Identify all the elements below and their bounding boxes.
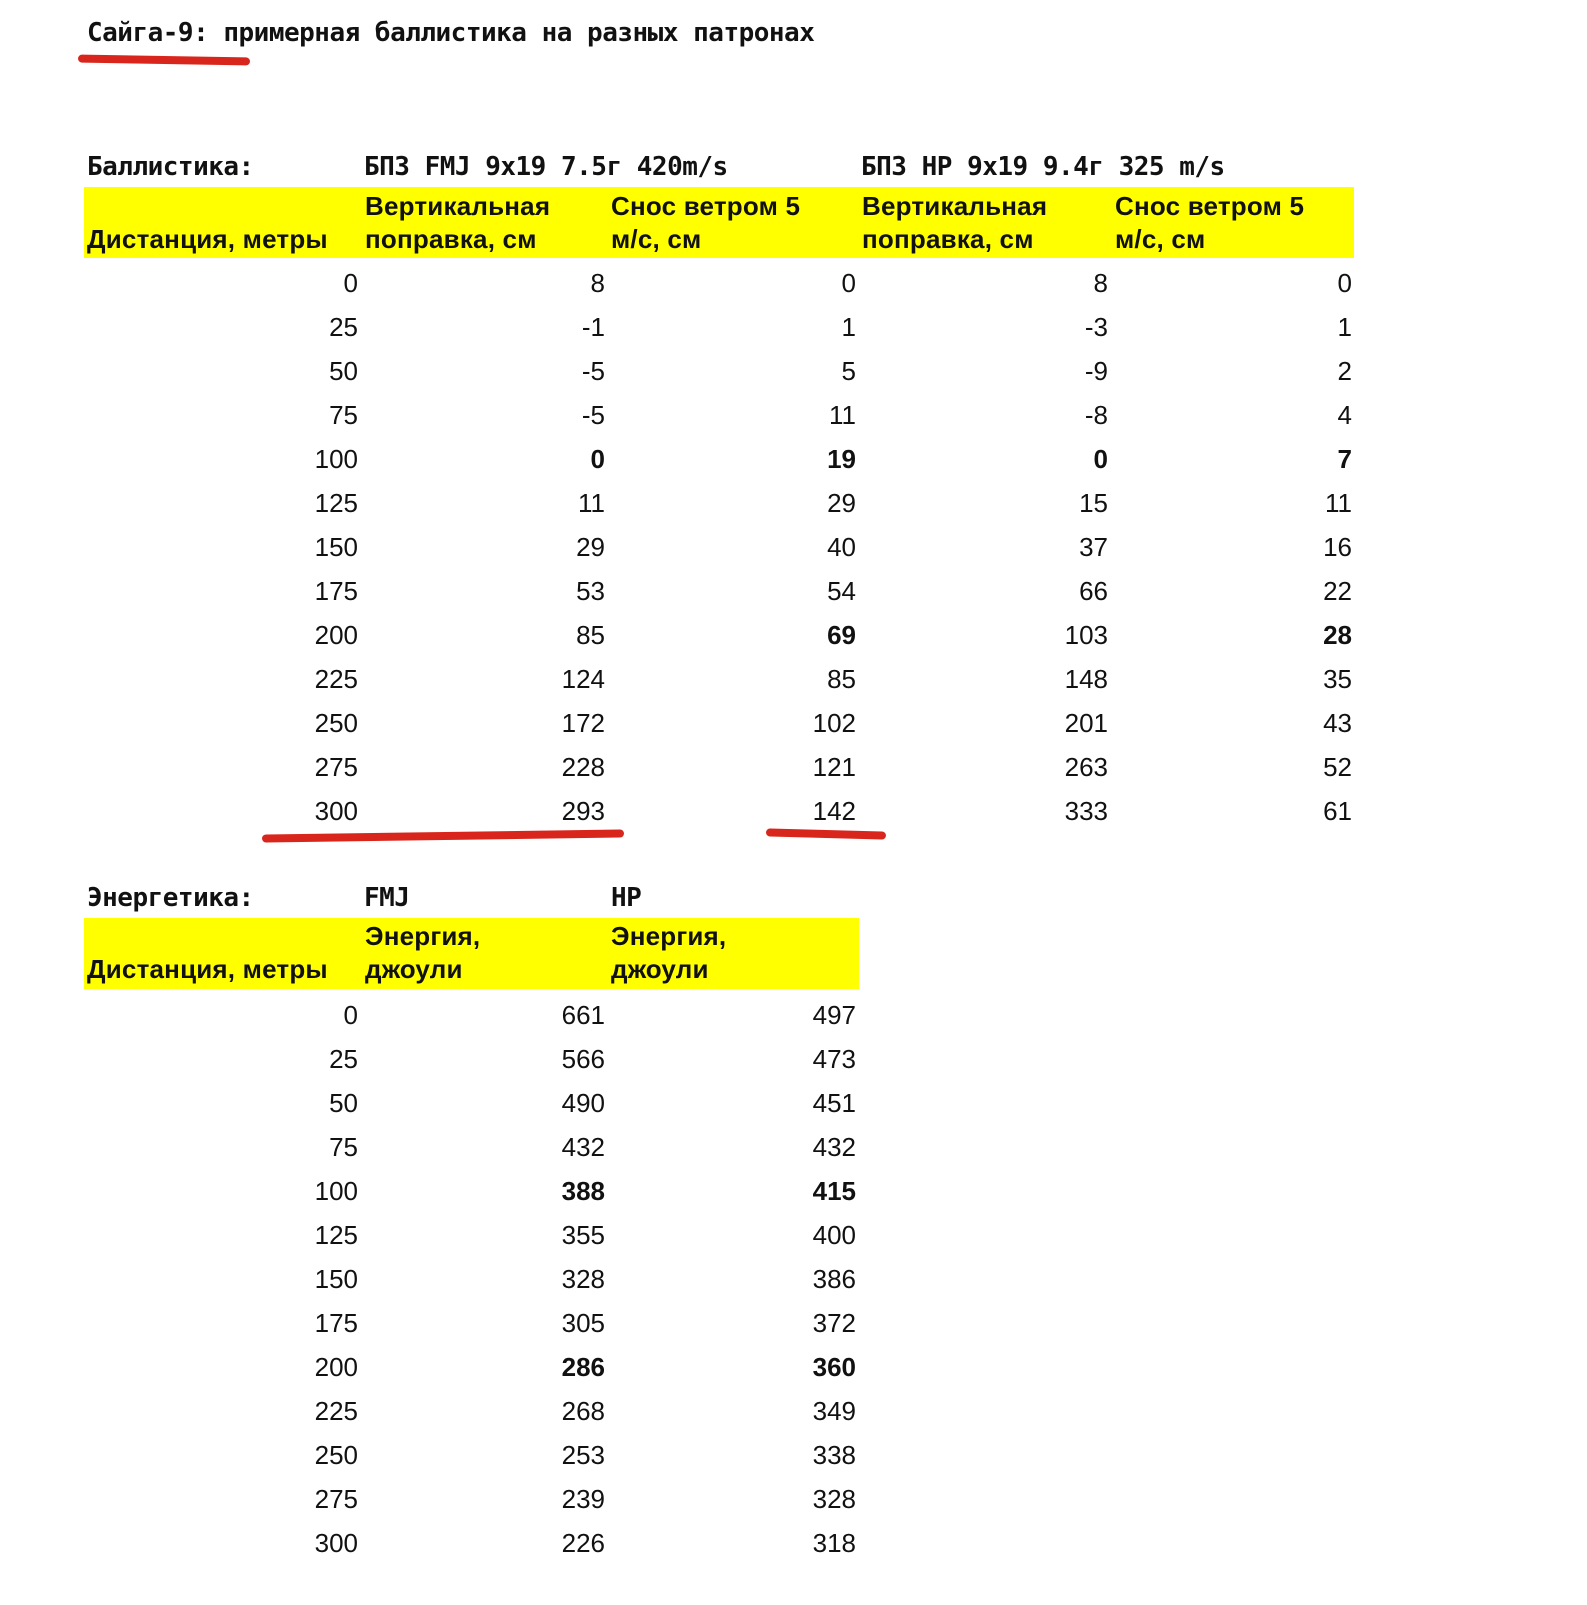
ballistics-cell-hp-vertical: 148	[1064, 664, 1108, 694]
energy-cell-distance: 300	[314, 1528, 358, 1558]
ballistics-cell-hp-wind: 22	[1323, 576, 1352, 606]
ballistics-cell-distance: 50	[329, 356, 358, 386]
energy-cell-fmj-energy: 226	[561, 1528, 605, 1558]
ballistics-cell-hp-vertical: 15	[1079, 488, 1108, 518]
ballistics-cell-fmj-vertical: 29	[576, 532, 605, 562]
ballistics-cell-hp-wind: 1	[1337, 312, 1352, 342]
ballistics-cell-fmj-wind: 29	[827, 488, 856, 518]
ballistics-cell-hp-vertical: 201	[1064, 708, 1108, 738]
ballistics-cell-distance: 225	[314, 664, 358, 694]
ballistics-cell-fmj-wind: 142	[812, 796, 856, 826]
ballistics-cell-hp-wind: 0	[1337, 268, 1352, 298]
ballistics-header-fmj-vertical: Вертикальная поправка, см	[365, 191, 551, 254]
energy-cell-fmj-energy: 286	[561, 1352, 605, 1382]
ballistics-cell-fmj-wind: 0	[841, 268, 856, 298]
ballistics-cell-fmj-wind: 102	[812, 708, 856, 738]
ballistics-cell-fmj-vertical: 0	[590, 444, 605, 474]
ballistics-cell-hp-wind: 43	[1323, 708, 1352, 738]
ballistics-cell-fmj-vertical: -5	[581, 356, 605, 386]
ballistics-cell-hp-wind: 16	[1323, 532, 1352, 562]
ballistics-cell-hp-vertical: -3	[1084, 312, 1108, 342]
ballistics-cell-distance: 25	[329, 312, 358, 342]
title-underline-mark	[78, 54, 250, 65]
ballistics-cell-distance: 100	[314, 444, 358, 474]
energy-header-hp: Энергия, джоули	[611, 921, 727, 984]
energy-cell-hp-energy: 386	[812, 1264, 856, 1294]
fmj-300-underline-mark	[262, 829, 624, 842]
ballistics-cell-fmj-wind: 11	[829, 400, 856, 430]
ballistics-header-distance: Дистанция, метры	[87, 224, 328, 254]
energy-cell-hp-energy: 372	[812, 1308, 856, 1338]
ballistics-cell-distance: 250	[314, 708, 358, 738]
energy-cell-fmj-energy: 432	[561, 1132, 605, 1162]
ballistics-cell-hp-wind: 4	[1337, 400, 1352, 430]
ballistics-header-hp-wind: Снос ветром 5 м/с, см	[1115, 191, 1305, 254]
ballistics-cell-distance: 125	[314, 488, 358, 518]
ballistics-cell-fmj-wind: 1	[841, 312, 856, 342]
energy-cell-fmj-energy: 661	[561, 1000, 605, 1030]
ballistics-cell-fmj-wind: 40	[827, 532, 856, 562]
ballistics-cell-fmj-vertical: -5	[581, 400, 605, 430]
ballistics-cell-fmj-wind: 54	[827, 576, 856, 606]
energy-cell-fmj-energy: 239	[561, 1484, 605, 1514]
ballistics-cell-fmj-vertical: 124	[561, 664, 605, 694]
ballistics-cell-hp-vertical: -8	[1084, 400, 1108, 430]
energy-cell-fmj-energy: 253	[561, 1440, 605, 1470]
energy-cell-fmj-energy: 305	[561, 1308, 605, 1338]
energy-cell-hp-energy: 349	[812, 1396, 856, 1426]
ballistics-cell-hp-vertical: 333	[1064, 796, 1108, 826]
energy-cell-hp-energy: 360	[812, 1352, 856, 1382]
energy-label: Энергетика:	[87, 883, 254, 913]
ballistics-cell-hp-vertical: 37	[1079, 532, 1108, 562]
ballistics-cell-hp-vertical: 66	[1079, 576, 1108, 606]
energy-cell-fmj-energy: 490	[561, 1088, 605, 1118]
energy-cell-hp-energy: 497	[812, 1000, 856, 1030]
ballistics-cartridge-fmj: БПЗ FMJ 9x19 7.5г 420m/s	[364, 152, 728, 182]
ballistics-cell-fmj-wind: 69	[827, 620, 856, 650]
energy-cell-distance: 225	[314, 1396, 358, 1426]
ballistics-cell-fmj-vertical: 8	[590, 268, 605, 298]
ballistics-cell-hp-vertical: 0	[1093, 444, 1108, 474]
ballistics-cell-fmj-wind: 85	[827, 664, 856, 694]
energy-cell-fmj-energy: 328	[561, 1264, 605, 1294]
energy-cell-distance: 200	[314, 1352, 358, 1382]
ballistics-cell-hp-wind: 61	[1323, 796, 1352, 826]
energy-cell-distance: 175	[314, 1308, 358, 1338]
ballistics-cell-fmj-vertical: 11	[578, 488, 605, 518]
energy-cell-distance: 150	[314, 1264, 358, 1294]
ballistics-cell-fmj-vertical: 228	[561, 752, 605, 782]
fmj-wind-300-underline-mark	[766, 828, 886, 839]
ballistics-header-hp-vertical: Вертикальная поправка, см	[862, 191, 1048, 254]
ballistics-cell-distance: 275	[314, 752, 358, 782]
ballistics-header-fmj-wind: Снос ветром 5 м/с, см	[611, 191, 801, 254]
energy-cell-hp-energy: 328	[812, 1484, 856, 1514]
energy-cell-distance: 25	[329, 1044, 358, 1074]
energy-cell-fmj-energy: 388	[561, 1176, 605, 1206]
energy-header-distance: Дистанция, метры	[87, 954, 328, 984]
ballistics-cell-hp-wind: 35	[1323, 664, 1352, 694]
ballistics-cell-distance: 75	[329, 400, 358, 430]
ballistics-cell-hp-vertical: 103	[1064, 620, 1108, 650]
energy-header-fmj: Энергия, джоули	[365, 921, 481, 984]
energy-cell-hp-energy: 415	[812, 1176, 856, 1206]
ballistics-cell-hp-wind: 7	[1337, 444, 1352, 474]
energy-cell-hp-energy: 338	[812, 1440, 856, 1470]
ballistics-cell-fmj-wind: 19	[827, 444, 856, 474]
energy-fmj-label: FMJ	[364, 883, 410, 913]
ballistics-cell-distance: 150	[314, 532, 358, 562]
ballistics-cell-distance: 200	[314, 620, 358, 650]
ballistics-cell-hp-wind: 52	[1323, 752, 1352, 782]
energy-cell-distance: 125	[314, 1220, 358, 1250]
ballistics-cell-distance: 175	[314, 576, 358, 606]
ballistics-cell-fmj-vertical: 293	[561, 796, 605, 826]
ballistics-cell-fmj-wind: 121	[812, 752, 856, 782]
energy-cell-hp-energy: 400	[812, 1220, 856, 1250]
ballistics-cell-hp-wind: 28	[1323, 620, 1352, 650]
ballistics-cell-hp-vertical: -9	[1084, 356, 1108, 386]
energy-cell-fmj-energy: 566	[561, 1044, 605, 1074]
ballistics-label: Баллистика:	[87, 152, 254, 182]
energy-cell-hp-energy: 451	[812, 1088, 856, 1118]
energy-cell-distance: 100	[314, 1176, 358, 1206]
ballistics-cell-fmj-vertical: 172	[561, 708, 605, 738]
ballistics-cell-hp-vertical: 263	[1064, 752, 1108, 782]
energy-cell-distance: 275	[314, 1484, 358, 1514]
energy-cell-hp-energy: 318	[812, 1528, 856, 1558]
energy-cell-hp-energy: 473	[812, 1044, 856, 1074]
ballistics-cell-fmj-wind: 5	[841, 356, 856, 386]
energy-cell-distance: 50	[329, 1088, 358, 1118]
energy-cell-fmj-energy: 268	[561, 1396, 605, 1426]
ballistics-cell-hp-wind: 2	[1337, 356, 1352, 386]
energy-cell-distance: 75	[329, 1132, 358, 1162]
ballistics-cell-hp-vertical: 8	[1093, 268, 1108, 298]
ballistics-cell-hp-wind: 11	[1325, 488, 1352, 518]
energy-cell-fmj-energy: 355	[561, 1220, 605, 1250]
ballistics-cell-distance: 0	[343, 268, 358, 298]
ballistics-cartridge-hp: БПЗ HP 9x19 9.4г 325 m/s	[861, 152, 1225, 182]
page-title: Сайга-9: примерная баллистика на разных патронах	[87, 18, 815, 48]
energy-cell-hp-energy: 432	[812, 1132, 856, 1162]
energy-cell-distance: 250	[314, 1440, 358, 1470]
ballistics-cell-distance: 300	[314, 796, 358, 826]
ballistics-cell-fmj-vertical: -1	[581, 312, 605, 342]
energy-cell-distance: 0	[343, 1000, 358, 1030]
energy-hp-label: HP	[611, 883, 642, 913]
ballistics-cell-fmj-vertical: 53	[576, 576, 605, 606]
ballistics-cell-fmj-vertical: 85	[576, 620, 605, 650]
